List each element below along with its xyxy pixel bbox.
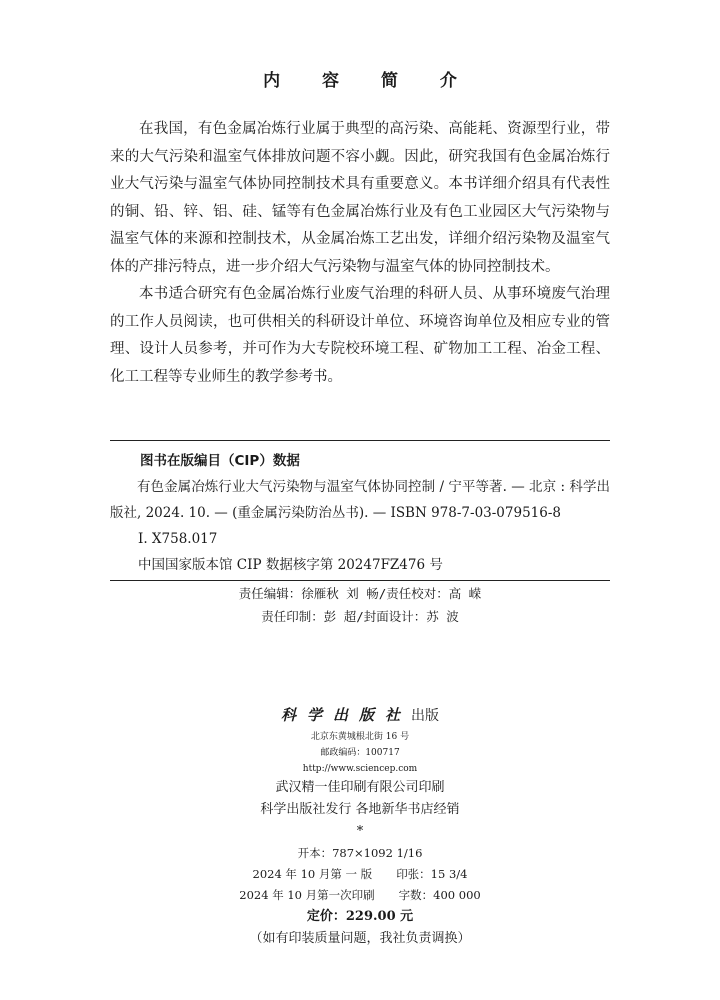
publisher-suffix: 出版 <box>411 708 439 724</box>
word-count: 字数：400 000 <box>398 888 481 902</box>
editor-line: 责任编辑：徐雁秋 刘 畅/责任校对：高 嵘 <box>238 586 482 601</box>
printer-line: 武汉精一佳印刷有限公司印刷 <box>275 780 445 795</box>
cip-record: 有色金属冶炼行业大气污染物与温室气体协同控制 / 宁平等著. — 北京 : 科学出版社, 2024. 10. — (重金属污染防治丛书). — ISBN 978-7-03-079516-8 <box>110 479 610 521</box>
cip-number: 中国国家版本馆 CIP 数据核字第 20247FZ476 号 <box>138 557 443 573</box>
page-title: 内 容 简 介 <box>263 71 475 91</box>
publisher-address: 北京东黄城根北街 16 号 <box>310 732 410 742</box>
cip-block <box>110 448 610 578</box>
print-sheets: 印张：15 3/4 <box>396 867 468 881</box>
cip-heading: 图书在版编目（CIP）数据 <box>140 453 300 469</box>
distribution-line: 科学出版社发行 各地新华书店经销 <box>260 802 460 817</box>
printing-line <box>0 885 720 906</box>
edition-date: 2024 年 10 月第 一 版 <box>252 867 373 881</box>
price-line: 定价：229.00 元 <box>306 909 414 924</box>
printing-design-line: 责任印制：彭 超/封面设计：苏 波 <box>261 609 459 624</box>
quality-notice: （如有印装质量问题，我社负责调换） <box>249 931 471 946</box>
cip-bottom-divider <box>110 580 610 581</box>
format-line: 开本：787×1092 1/16 <box>297 846 423 860</box>
summary-section <box>110 116 610 391</box>
cip-classification: I. X758.017 <box>138 531 218 547</box>
summary-paragraph-1: 在我国，有色金属冶炼行业属于典型的高污染、高能耗、资源型行业，带来的大气污染和温室气体排放问题不容小觑。因此，研究我国有色金属冶炼行业大气污染与温室气体协同控制技术具有重要意义。本书详细介绍具有代表性的铜、铅、锌、铝、硅、锰等有色金属冶炼行业及有色工业园区大气污染物与温室气体的来源和控制技术，从金属冶炼工艺出发，详细介绍污染物及温室气体的产排污特点，进一步介绍大气污染物与温室气体的协同控制技术。 <box>110 121 610 275</box>
cip-top-divider <box>110 440 610 441</box>
edition-line <box>0 864 720 885</box>
publisher-postcode: 邮政编码：100717 <box>320 748 400 758</box>
publisher-logo-name: 科学出版社 <box>280 706 411 724</box>
separator-star: * <box>356 824 364 839</box>
publisher-website: http://www.sciencep.com <box>302 764 418 774</box>
printing-date: 2024 年 10 月第一次印刷 <box>239 888 375 902</box>
summary-paragraph-2: 本书适合研究有色金属冶炼行业废气治理的科研人员、从事环境废气治理的工作人员阅读，也可供相关的科研设计单位、环境咨询单位及相应专业的管理、设计人员参考，并可作为大专院校环境工程、矿物加工工程、冶金工程、化工工程等专业师生的教学参考书。 <box>110 286 610 385</box>
publisher-block <box>0 702 720 950</box>
